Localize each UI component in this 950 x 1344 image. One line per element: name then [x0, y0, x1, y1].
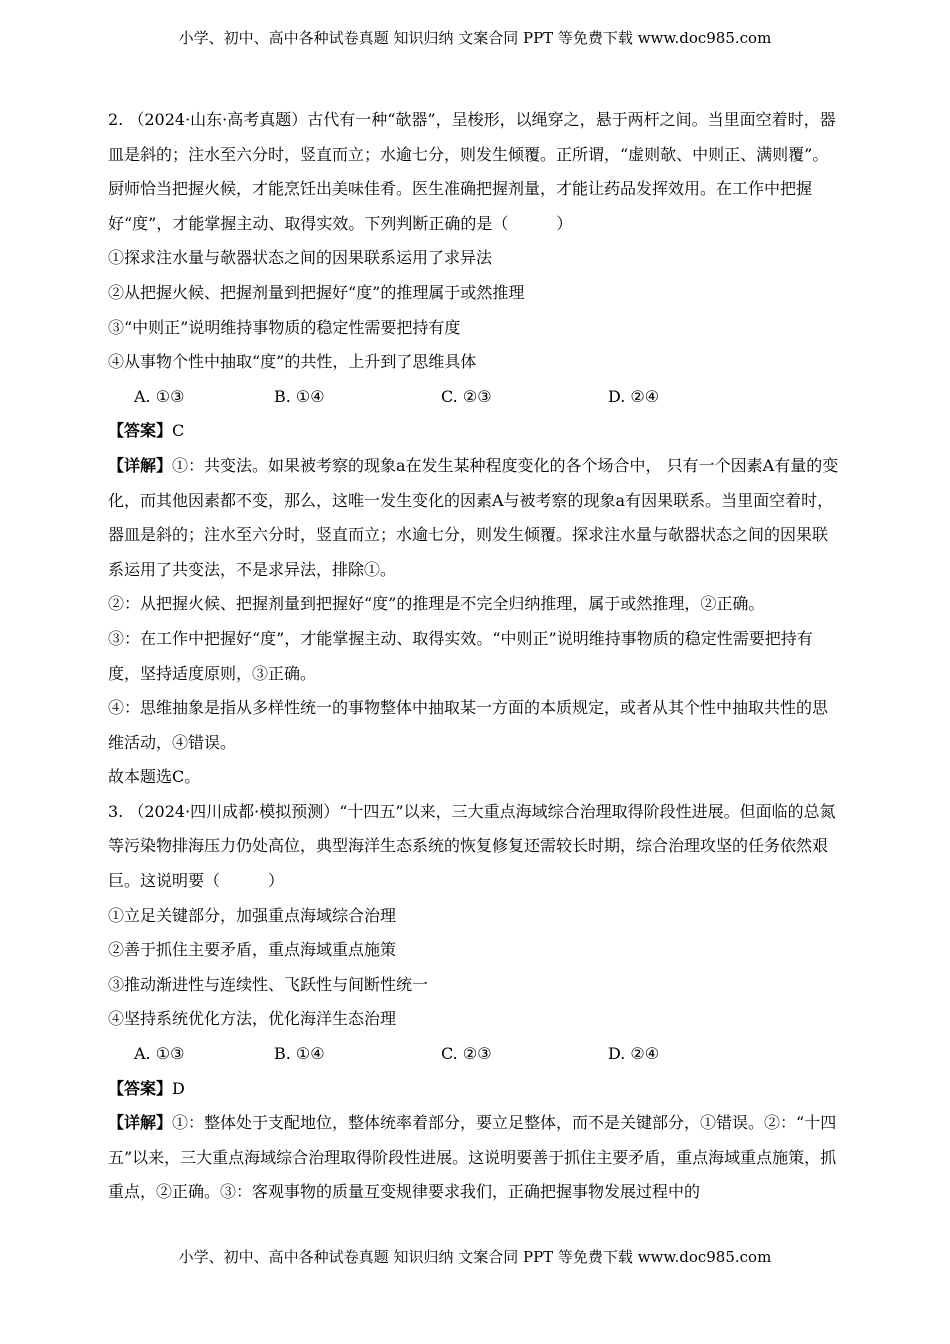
detail-label: 【详解】 [108, 1113, 173, 1133]
statement-item: ①立足关键部分，加强重点海域综合治理 [108, 905, 397, 925]
answer-line [108, 1072, 843, 1107]
conclusion: 故本题选C。 [108, 767, 201, 787]
detail-text: ②：从把握火候、把握剂量到把握好“度”的推理是不完全归纳推理，属于或然推理，②正确。 [108, 594, 765, 614]
question-stem: 3. （2024·四川成都·模拟预测）“十四五”以来，三大重点海域综合治理取得阶段性进展。但面临的总氮等污染物排海压力仍处高位，典型海洋生态系统的恢复修复还需较长时期，综合治理攻坚的任务依然艰巨。这说明要（ ） [108, 801, 836, 891]
option-b: B. ①④ [274, 1044, 325, 1064]
page-footer: 小学、初中、高中各种试卷真题 知识归纳 文案合同 PPT 等免费下载 www.doc985.com [178, 1248, 772, 1266]
option-d: D. ②④ [608, 1044, 660, 1064]
answer-value: C [172, 421, 185, 441]
question-3 [108, 795, 843, 1210]
detail-line [108, 449, 843, 587]
statement-item: ③推动渐进性与连续性、飞跃性与间断性统一 [108, 974, 429, 994]
option-c: C. ②③ [441, 386, 492, 406]
statement-item: ④从事物个性中抽取“度”的共性，上升到了思维具体 [108, 352, 477, 372]
detail-line [108, 1106, 843, 1210]
detail-text: ①：共变法。如果被考察的现象a在发生某种程度变化的各个场合中， 只有一个因素A有量的变化，而其他因素都不变，那么，这唯一发生变化的因素A与被考察的现象a有因果联系。当里面空着时，器皿是斜的；注水至六分时，竖直而立；水逾七分，则发生倾覆。探求注水量与欹器状态之间的因果联系运用了共变法，不是求异法，排除①。 [108, 455, 839, 579]
option-a: A. ①③ [134, 1044, 185, 1064]
statement-item: ③“中则正”说明维持事物质的稳定性需要把持有度 [108, 317, 461, 337]
statement-item: ①探求注水量与欹器状态之间的因果联系运用了求异法 [108, 248, 493, 268]
document-body [108, 103, 843, 1210]
question-2 [108, 103, 843, 795]
answer-options [108, 380, 843, 415]
answer-label: 【答案】 [108, 421, 173, 441]
statement-item: ②从把握火候、把握剂量到把握好“度”的推理属于或然推理 [108, 282, 525, 302]
answer-label: 【答案】 [108, 1078, 173, 1098]
option-b: B. ①④ [274, 386, 325, 406]
option-c: C. ②③ [441, 1044, 492, 1064]
option-d: D. ②④ [608, 386, 660, 406]
question-stem: 2. （2024·山东·高考真题）古代有一种“欹器”，呈梭形，以绳穿之，悬于两杆之间。当里面空着时，器皿是斜的；注水至六分时，竖直而立；水逾七分，则发生倾覆。正所谓，“虚则欹、中则正、满则覆”。厨师恰当把握火候，才能烹饪出美味佳肴。医生准确把握剂量，才能让药品发挥效用。在工作中把握好“度”，才能掌握主动、取得实效。下列判断正确的是（ ） [108, 110, 836, 233]
page-header: 小学、初中、高中各种试卷真题 知识归纳 文案合同 PPT 等免费下载 www.doc985.com [178, 29, 772, 47]
answer-options [108, 1037, 843, 1072]
statement-item: ④坚持系统优化方法，优化海洋生态治理 [108, 1009, 397, 1029]
detail-text: ①：整体处于支配地位，整体统率着部分，要立足整体，而不是关键部分，①错误。②：“十四五”以来，三大重点海域综合治理取得阶段性进展。这说明要善于抓住主要矛盾，重点海域重点施策，抓重点，②正确。③：客观事物的质量互变规律要求我们，正确把握事物发展过程中的 [108, 1113, 837, 1202]
detail-text: ④：思维抽象是指从多样性统一的事物整体中抽取某一方面的本质规定，或者从其个性中抽取共性的思维活动，④错误。 [108, 698, 829, 752]
detail-label: 【详解】 [108, 455, 173, 475]
answer-value: D [172, 1078, 185, 1098]
answer-line [108, 414, 843, 449]
option-a: A. ①③ [134, 386, 185, 406]
statement-item: ②善于抓住主要矛盾，重点海域重点施策 [108, 940, 397, 960]
detail-text: ③：在工作中把握好“度”，才能掌握主动、取得实效。“中则正”说明维持事物质的稳定性需要把持有度，坚持适度原则，③正确。 [108, 628, 813, 683]
